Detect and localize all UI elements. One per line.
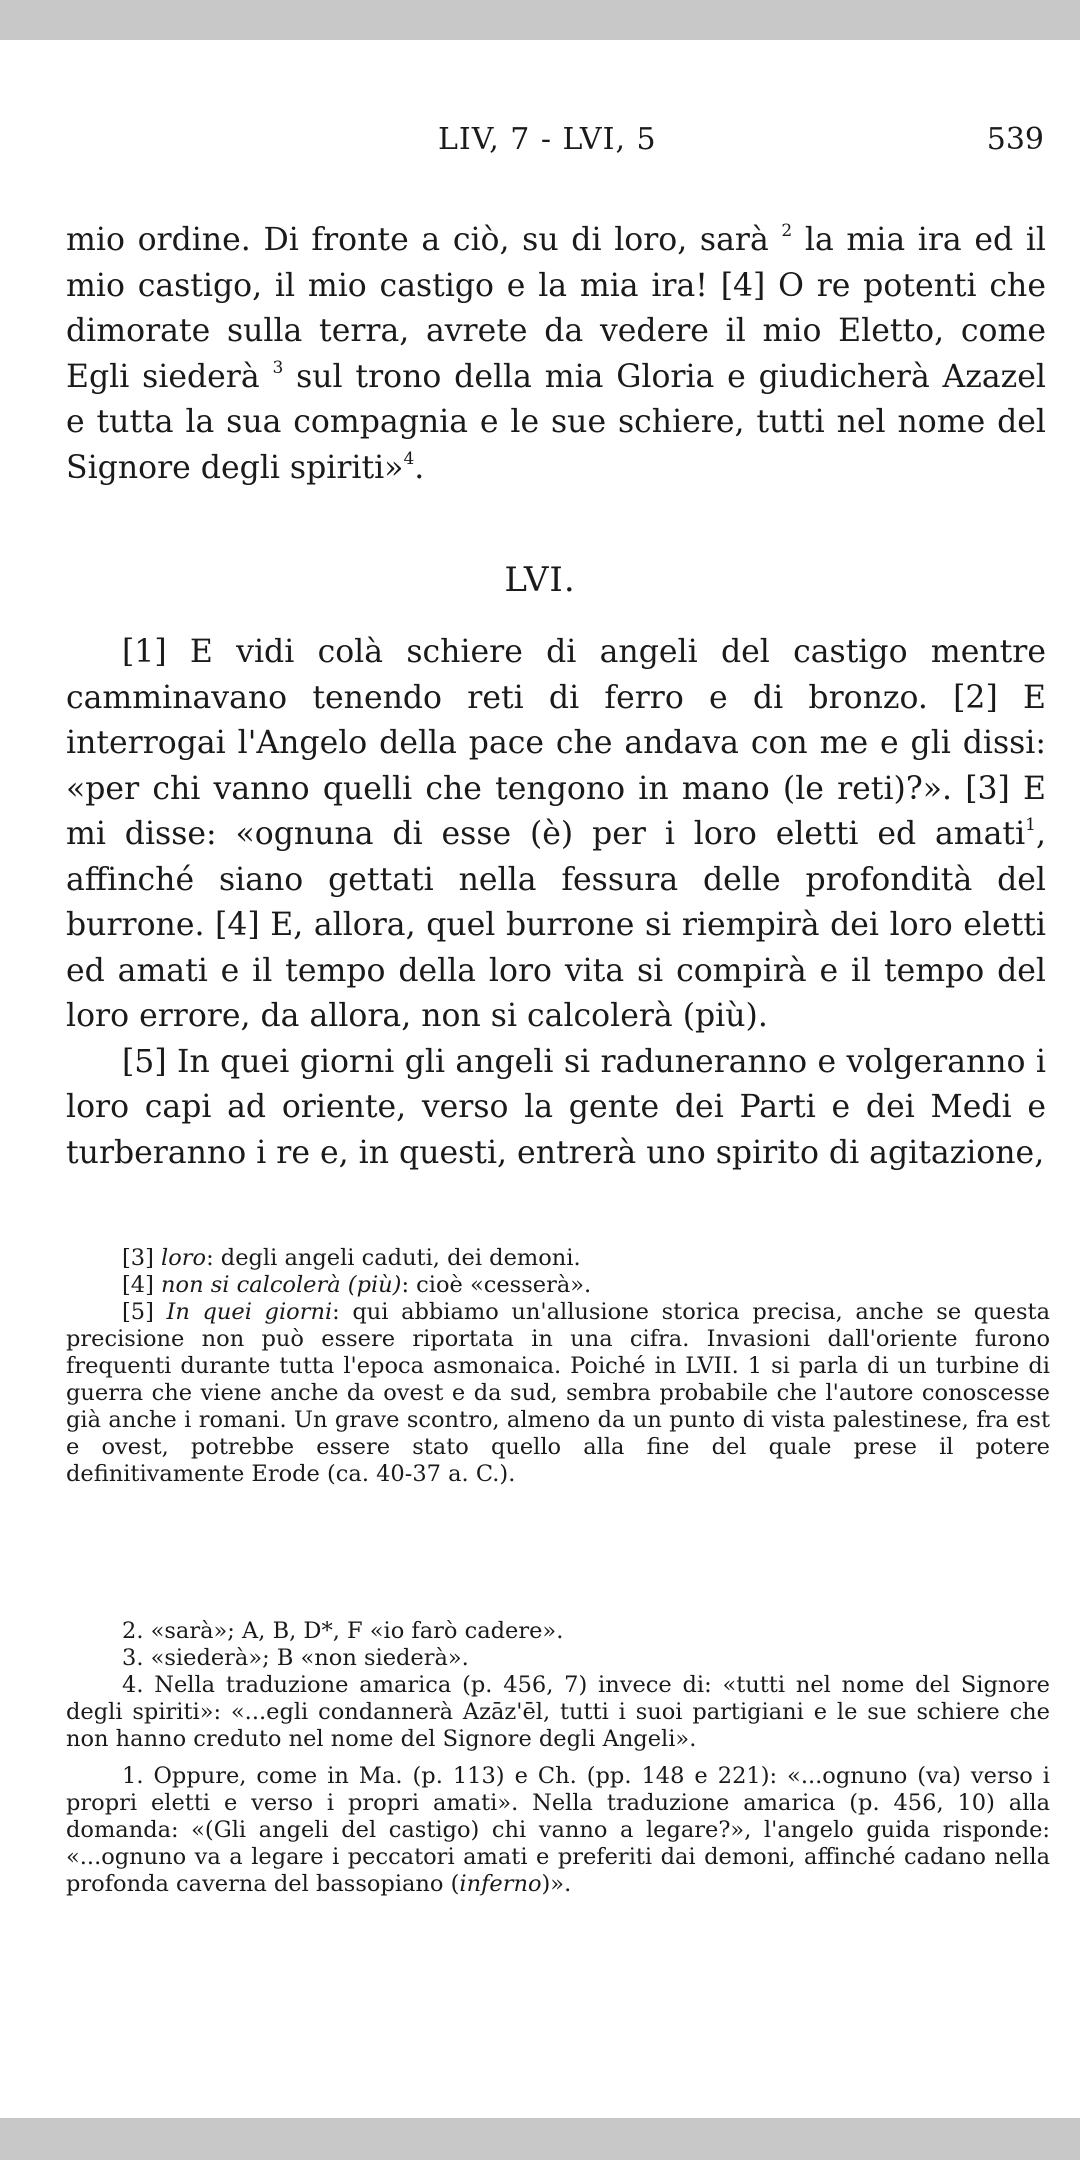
chapter-body: [66, 630, 1046, 1176]
paragraph-1: [66, 630, 1046, 1040]
note-text: : qui abbiamo un'allusione storica precisa, anche se questa precisione non può essere riportata in una cifra. Invasioni dall'oriente furono frequenti durante tutta l'epoca asmonaica. Poiché in LVII. 1 si parla di un turbine di guerra che viene anche da ovest e da sud, sembra probabile che l'autore conoscesse già anche i romani. Un grave scontro, almeno da un punto di vista palestinese, fra est e ovest, potrebbe essere stato quello alla fine del quale prese il potere definitivamente Erode (ca. 40-37 a. C.).: [66, 1299, 1050, 1487]
intro-paragraph: [66, 218, 1046, 491]
footnote-text: 1. Oppure, come in Ma. (p. 113) e Ch. (pp. 148 e 221): «...ognuno (va) verso i propri eletti e verso i propri amati». Nella traduzione amarica (p. 456, 10) alla domanda: «(Gli angeli del castigo) chi vanno a legare?», l'angelo guida risponde: «...ognuno va a legare i peccatori amati e preferiti dai demoni, affinché cadano nella profonda caverna del bassopiano (: [66, 1763, 1050, 1897]
page-header: [0, 122, 1080, 162]
footnote-text: )».: [541, 1871, 572, 1897]
note-ref: [4]: [122, 1272, 154, 1298]
chapter-title: LVI.: [504, 560, 576, 600]
book-page: [0, 40, 1080, 2118]
note-ref: [5]: [122, 1299, 154, 1325]
footnote-3: 3. «siederà»; B «non siederà».: [122, 1645, 469, 1671]
note-term: loro: [161, 1245, 207, 1271]
footnote-ref-1: 1: [1025, 815, 1036, 835]
running-head: LIV, 7 - LVI, 5: [438, 122, 657, 157]
footnote-4: 4. Nella traduzione amarica (p. 456, 7) invece di: «tutti nel nome del Signore degli spiriti»: «...egli condannerà Azāz'ēl, tutti i suoi partigiani e le sue schiere che non hanno creduto nel nome del Signore degli Angeli».: [66, 1672, 1050, 1752]
footnotes: [66, 1618, 1050, 1898]
note-ref: [3]: [122, 1245, 154, 1271]
intro-text: mio ordine. Di fronte a ciò, su di loro, sarà: [66, 222, 769, 258]
intro-text: .: [414, 449, 425, 486]
paragraph-text: , affinché siano gettati nella fessura delle profondità del burrone. [4] E, allora, quel burrone si riempirà dei loro eletti ed amati e il tempo della loro vita si compirà e il tempo del loro errore, da allora, non si calcolerà (più).: [66, 816, 1046, 1034]
commentary-note-3: [66, 1245, 1050, 1272]
note-term: non si calcolerà (più): [161, 1272, 402, 1298]
note-text: : cioè «cesserà».: [401, 1272, 592, 1298]
footnote-ref-3: 3: [272, 357, 284, 378]
footnote-term: inferno: [459, 1871, 542, 1897]
intro-text: sul trono della mia Gloria e giudicherà Azazel e tutta la sua compagnia e le sue schiere, tutti nel nome del Signore degli spiriti»: [66, 358, 1046, 486]
footnote-ref-2: 2: [781, 221, 793, 241]
commentary-note-5: [66, 1299, 1050, 1488]
footnote-2: 2. «sarà»; A, B, D*, F «io farò cadere».: [122, 1618, 564, 1644]
note-text: : degli angeli caduti, dei demoni.: [206, 1245, 581, 1271]
note-term: In quei giorni: [166, 1299, 333, 1325]
intro-text: la mia ira ed il mio castigo, il mio castigo e la mia ira! [4] O re potenti che dimorate sulla terra, avrete da vedere il mio Eletto, come Egli siederà: [66, 222, 1046, 395]
footnote-ref-4: 4: [403, 448, 415, 469]
page-number: 539: [986, 122, 1044, 157]
commentary-notes: [66, 1245, 1050, 1488]
commentary-note-4: [66, 1272, 1050, 1299]
paragraph-text: [1] E vidi colà schiere di angeli del castigo mentre camminavano tenendo reti di ferro e di bronzo. [2] E interrogai l'Angelo della pace che andava con me e gli dissi: «per chi vanno quelli che tengono in mano (le reti)?». [3] E mi disse: «ognuna di esse (è) per i loro eletti ed amati: [66, 634, 1046, 852]
footnote-1: [66, 1763, 1050, 1898]
paragraph-2: [5] In quei giorni gli angeli si raduneranno e volgeranno i loro capi ad oriente, verso la gente dei Parti e dei Medi e turberanno i re e, in questi, entrerà uno spirito di agitazione,: [66, 1043, 1046, 1171]
